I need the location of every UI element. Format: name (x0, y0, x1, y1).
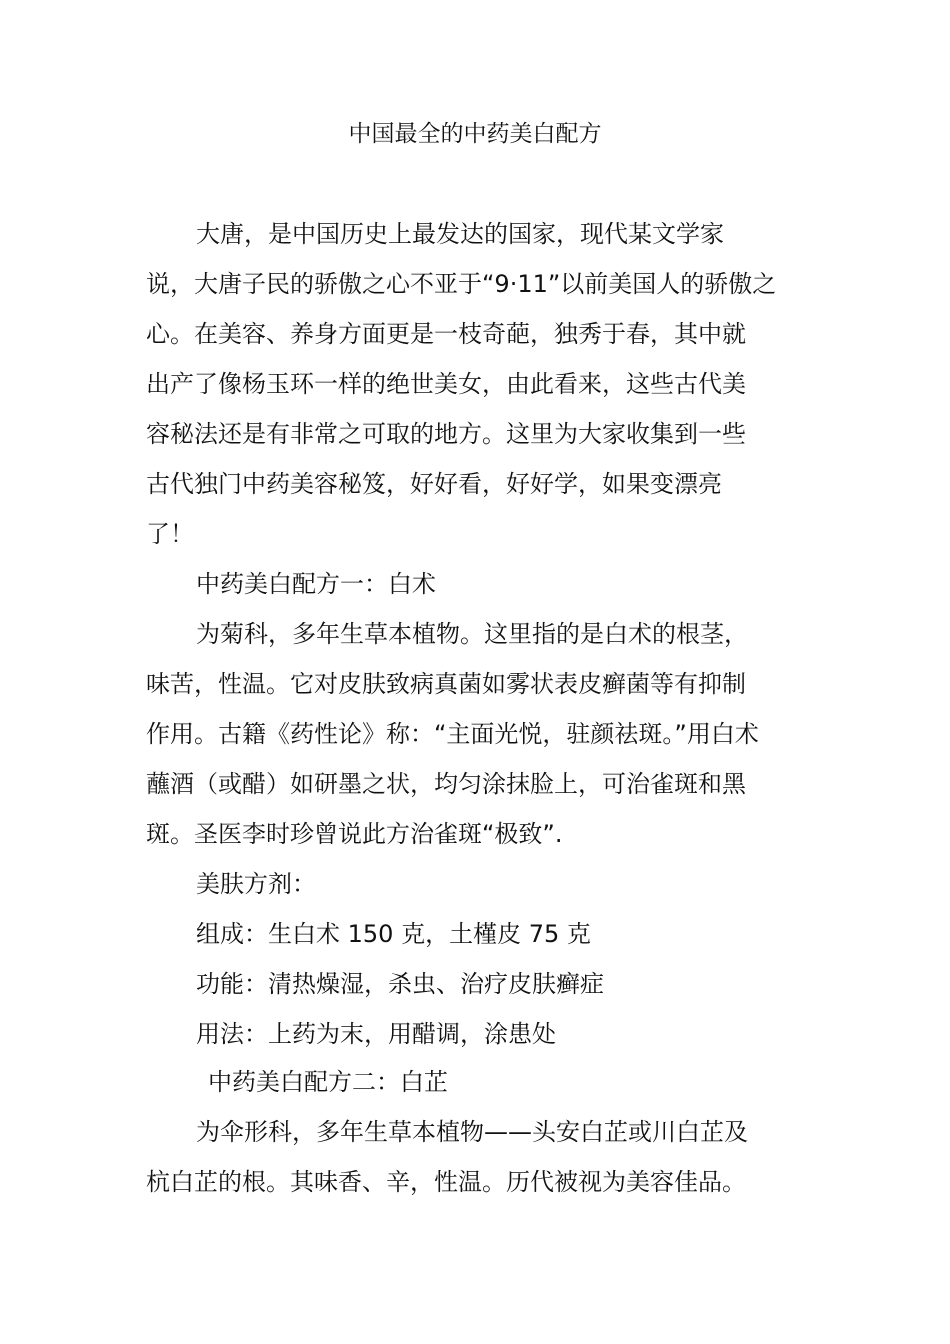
paragraph-line: 为菊科，多年生草本植物。这里指的是白术的根茎， (196, 620, 748, 648)
paragraph-line: 杭白芷的根。其味香、辛，性温。历代被视为美容佳品。 (146, 1168, 746, 1196)
formula-composition: 组成：生白术 150 克，土槿皮 75 克 (196, 920, 591, 948)
paragraph-line: 味苦，性温。它对皮肤致病真菌如雾状表皮癣菌等有抑制 (146, 670, 746, 698)
paragraph-line: 蘸酒（或醋）如研墨之状，均匀涂抹脸上，可治雀斑和黑 (146, 770, 746, 798)
paragraph-line: 容秘法还是有非常之可取的地方。这里为大家收集到一些 (146, 420, 746, 448)
paragraph-line: 说，大唐子民的骄傲之心不亚于“9·11”以前美国人的骄傲之 (146, 270, 777, 298)
paragraph-line: 心。在美容、养身方面更是一枝奇葩，独秀于春，其中就 (146, 320, 746, 348)
paragraph-line: 出产了像杨玉环一样的绝世美女，由此看来，这些古代美 (146, 370, 746, 398)
paragraph-line: 斑。圣医李时珍曾说此方治雀斑“极致”. (146, 820, 563, 848)
document-title: 中国最全的中药美白配方 (348, 121, 602, 147)
formula-heading: 美肤方剂： (196, 870, 316, 898)
paragraph-line: 为伞形科，多年生草本植物——头安白芷或川白芷及 (196, 1118, 748, 1146)
paragraph-line: 古代独门中药美容秘笈，好好看，好好学，如果变漂亮 (146, 470, 722, 498)
paragraph-line: 大唐，是中国历史上最发达的国家，现代某文学家 (196, 220, 724, 248)
formula-usage: 用法：上药为末，用醋调，涂患处 (196, 1020, 556, 1048)
paragraph-line: 了！ (146, 520, 194, 548)
formula-function: 功能：清热燥湿，杀虫、治疗皮肤癣症 (196, 970, 604, 998)
section-heading: 中药美白配方一：白术 (196, 570, 436, 598)
section-heading: 中药美白配方二：白芷 (208, 1068, 448, 1096)
paragraph-line: 作用。古籍《药性论》称：“主面光悦，驻颜祛斑。”用白术 (146, 720, 759, 748)
